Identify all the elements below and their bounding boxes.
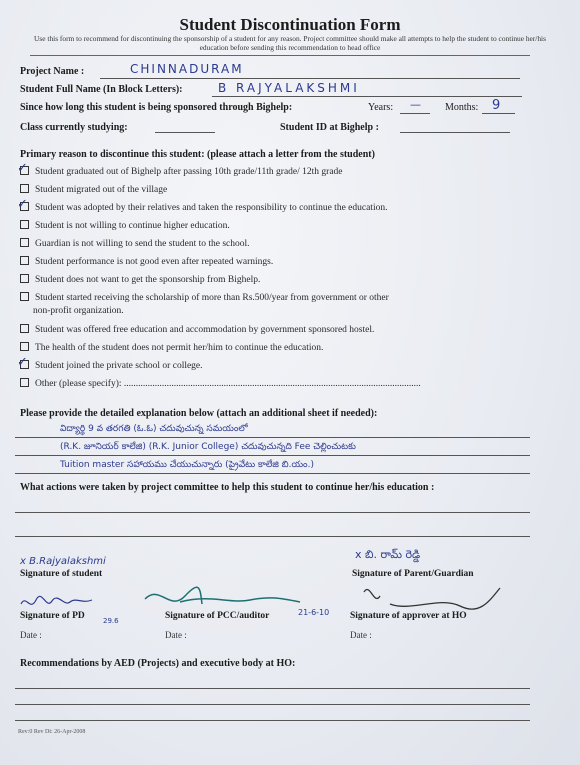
years-value[interactable]: —: [410, 98, 421, 111]
reason-text: Student migrated out of the village: [35, 185, 168, 195]
reason-text: Guardian is not willing to send the student to the school.: [35, 239, 250, 249]
months-line: [482, 113, 515, 114]
student-id-label: Student ID at Bighelp :: [280, 122, 379, 133]
reason-checkbox[interactable]: [20, 378, 29, 387]
pcc-signature-label: Signature of PCC/auditor: [165, 611, 270, 621]
reason-checkbox[interactable]: [20, 238, 29, 247]
reason-checkbox[interactable]: [20, 274, 29, 283]
explanation-rule-1: [15, 437, 530, 438]
project-name-label: Project Name :: [20, 66, 85, 77]
class-line: [155, 132, 215, 133]
student-signature[interactable]: x B.Rajyalakshmi: [20, 556, 106, 567]
pcc-date-label: Date :: [165, 630, 187, 640]
explanation-heading: Please provide the detailed explanation below (attach an additional sheet if needed):: [20, 408, 378, 419]
reason-checkbox[interactable]: [17, 161, 29, 176]
actions-rule-2: [15, 536, 530, 537]
student-signature-label: Signature of student: [20, 569, 103, 579]
reason-item: [20, 238, 540, 249]
reason-checkbox[interactable]: [17, 197, 29, 212]
pd-date-label: Date :: [20, 630, 42, 640]
reason-checkbox[interactable]: [20, 342, 29, 351]
revision-footer: Rev:0 Rev Dt: 26-Apr-2008: [18, 729, 86, 735]
months-label: Months:: [445, 102, 479, 113]
pcc-date-handwritten[interactable]: 21-6-10: [298, 608, 330, 617]
explanation-line-2[interactable]: (R.K. జూనియర్ కాలేజి) (R.K. Junior College) చదువుచున్నది Fee చెల్లించుటకు: [60, 442, 356, 452]
reason-item: [20, 184, 540, 195]
recommendations-rule-1: [15, 688, 530, 689]
student-id-line: [400, 132, 510, 133]
student-name-line: [212, 96, 522, 97]
reason-item: [20, 324, 540, 335]
reason-item: [20, 256, 540, 267]
explanation-rule-2: [15, 455, 530, 456]
reason-item: [17, 197, 540, 213]
explanation-line-3[interactable]: Tuition master సహాయము చేయుచున్నారు (ప్రైవేటు కాలేజి బి.యం.): [60, 460, 314, 470]
reason-item: [17, 355, 540, 371]
reason-text: Other (please specify): .............................................................................................................................: [35, 379, 421, 389]
reason-text: Student was adopted by their relatives and taken the responsibility to continue the education.: [35, 203, 388, 213]
reason-item: [20, 220, 540, 231]
reason-item: [20, 342, 540, 353]
student-name-label: Student Full Name (In Block Letters):: [20, 84, 183, 95]
reason-item: [17, 161, 540, 177]
reason-item: [20, 274, 540, 285]
check-mark-icon: ✓: [17, 161, 28, 176]
actions-rule-1: [15, 512, 530, 513]
reason-item: [20, 378, 540, 389]
class-label: Class currently studying:: [20, 122, 128, 133]
parent-signature[interactable]: x బి. రామ్ రెడ్డి: [355, 548, 421, 561]
recommendations-rule-2: [15, 704, 530, 705]
reason-checkbox[interactable]: [20, 220, 29, 229]
reason-text: The health of the student does not permit her/him to continue the education.: [35, 343, 324, 353]
reason-text: Student was offered free education and accommodation by government sponsored hostel.: [35, 325, 375, 335]
reason-checkbox[interactable]: [20, 324, 29, 333]
reason-item: [20, 292, 540, 303]
check-mark-icon: ✓: [17, 197, 28, 212]
reasons-heading: Primary reason to discontinue this student: (please attach a letter from the student): [20, 149, 375, 160]
approver-signature-label: Signature of approver at HO: [350, 611, 467, 621]
years-line: [400, 113, 430, 114]
reason-text: Student does not want to get the sponsorship from Bighelp.: [35, 275, 261, 285]
reason-text: Student joined the private school or college.: [35, 361, 203, 371]
header-divider: [30, 55, 530, 56]
reason-item-continued: [33, 306, 553, 316]
reason-checkbox[interactable]: [20, 292, 29, 301]
recommendations-rule-3: [15, 720, 530, 721]
project-name-line: [100, 78, 520, 79]
parent-signature-label: Signature of Parent/Guardian: [352, 569, 474, 579]
reason-text: Student started receiving the scholarship of more than Rs.500/year from government or other: [35, 293, 389, 303]
years-label: Years:: [368, 102, 394, 113]
actions-heading: What actions were taken by project committee to help this student to continue her/his education :: [20, 482, 435, 493]
pcc-signature-scribble: [140, 584, 310, 614]
reason-text: Student graduated out of Bighelp after passing 10th grade/11th grade/ 12th grade: [35, 167, 343, 177]
reason-checkbox[interactable]: [20, 184, 29, 193]
pd-date-handwritten[interactable]: 29.6: [103, 617, 119, 625]
pd-signature-label: Signature of PD: [20, 611, 85, 621]
explanation-line-1[interactable]: విద్యార్థి 9 వ తరగతి (ఓ.ఓ) చదువుచున్న సమయంలో: [60, 424, 248, 434]
months-value[interactable]: 9: [492, 98, 501, 113]
reason-text: Student is not willing to continue higher education.: [35, 221, 230, 231]
student-name-value[interactable]: B RAJYALAKSHMI: [218, 81, 360, 95]
reason-checkbox[interactable]: [20, 256, 29, 265]
reason-text: Student performance is not good even after repeated warnings.: [35, 257, 274, 267]
reason-text: non-profit organization.: [33, 306, 124, 316]
check-mark-icon: ✓: [17, 355, 28, 370]
approver-date-label: Date :: [350, 630, 372, 640]
form-intro: Use this form to recommend for discontinuing the sponsorship of a student for any reason. Project committee should make all attempts to help the student to continue her/his education before sending this recommendation to head office: [34, 34, 546, 52]
recommendations-heading: Recommendations by AED (Projects) and executive body at HO:: [20, 658, 296, 669]
sponsored-label: Since how long this student is being sponsored through Bighelp:: [20, 102, 293, 113]
form-title: Student Discontinuation Form: [179, 15, 401, 34]
project-name-value[interactable]: CHINNADURAM: [130, 62, 244, 76]
reason-checkbox[interactable]: [17, 355, 29, 370]
explanation-rule-3: [15, 473, 530, 474]
